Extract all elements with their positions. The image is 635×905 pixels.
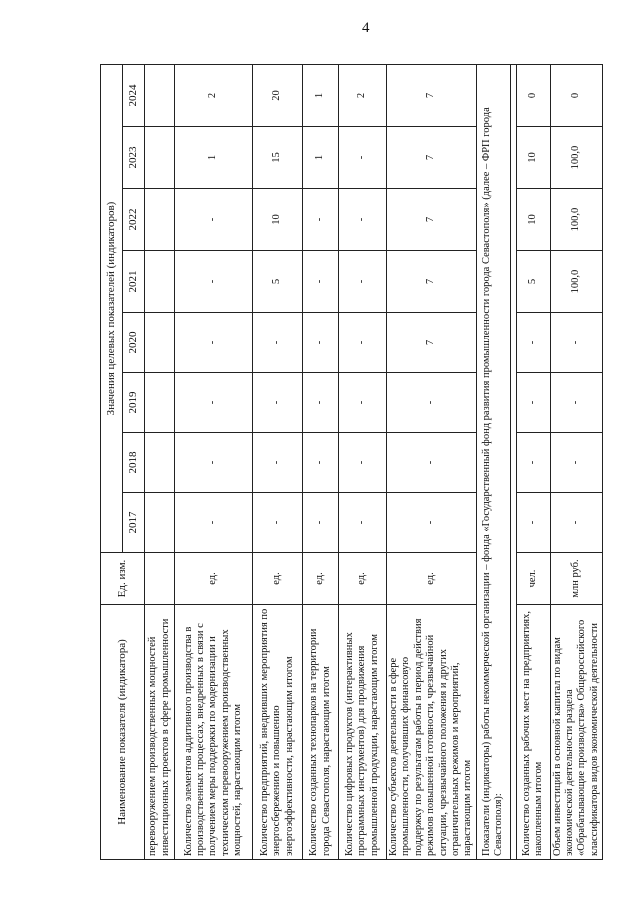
row-value: - xyxy=(516,313,550,373)
row-value: - xyxy=(516,433,550,493)
row-value: - xyxy=(303,373,339,433)
row-value xyxy=(145,251,175,313)
table-row xyxy=(550,65,603,860)
row-value: 7 xyxy=(387,189,477,251)
header-year: 2019 xyxy=(123,373,145,433)
row-value: - xyxy=(175,313,253,373)
row-name: Количество элементов аддитивного производства в производственных процессах, внедренных в связи с получением меры поддержки по модернизации и техническим перевооружением производственных мощностей, нарастающим итогом xyxy=(175,605,253,860)
row-value: - xyxy=(303,433,339,493)
row-value: - xyxy=(516,493,550,553)
row-value: - xyxy=(339,251,387,313)
row-value: - xyxy=(387,433,477,493)
header-year: 2018 xyxy=(123,433,145,493)
table-row xyxy=(303,65,339,860)
row-name: Количество созданных рабочих мест на предприятиях, накопленным итогом xyxy=(516,605,550,860)
table-row xyxy=(387,65,477,860)
row-name: Количество цифровых продуктов (интерактивных программных инструментов) для продвижения промышленной продукции, нарастающим итогом xyxy=(339,605,387,860)
row-unit: ед. xyxy=(175,553,253,605)
row-value: - xyxy=(175,189,253,251)
header-year: 2021 xyxy=(123,251,145,313)
row-value: 7 xyxy=(387,313,477,373)
header-year: 2022 xyxy=(123,189,145,251)
rotated-page-content xyxy=(100,65,600,860)
row-unit: ед. xyxy=(339,553,387,605)
row-value: 10 xyxy=(516,127,550,189)
header-year: 2020 xyxy=(123,313,145,373)
row-value: 2 xyxy=(339,65,387,127)
row-unit: ед. xyxy=(303,553,339,605)
row-value: - xyxy=(303,189,339,251)
row-value: - xyxy=(303,251,339,313)
row-value: 0 xyxy=(516,65,550,127)
header-values-group: Значения целевых показателей (индикаторов) xyxy=(101,65,123,553)
row-name: Количество созданных технопарков на территории города Севастополя, нарастающим итогом xyxy=(303,605,339,860)
row-value xyxy=(145,313,175,373)
row-value: - xyxy=(253,313,303,373)
row-value: - xyxy=(175,433,253,493)
row-value: - xyxy=(303,493,339,553)
row-value xyxy=(145,189,175,251)
table-row xyxy=(253,65,303,860)
header-name: Наименование показателя (индикатора) xyxy=(101,605,145,860)
row-unit xyxy=(145,553,175,605)
row-value: 1 xyxy=(175,127,253,189)
row-value: 5 xyxy=(253,251,303,313)
row-value: - xyxy=(253,493,303,553)
row-value: - xyxy=(339,189,387,251)
row-value: - xyxy=(175,251,253,313)
row-value: - xyxy=(339,433,387,493)
row-value: 100,0 xyxy=(550,189,603,251)
indicators-table xyxy=(100,64,603,860)
page-number: 4 xyxy=(362,20,370,36)
row-value: - xyxy=(339,313,387,373)
row-value: 2 xyxy=(175,65,253,127)
row-value: 7 xyxy=(387,127,477,189)
row-name: Объем инвестиций в основной капитал по видам экономической деятельности раздела «Обрабатывающие производства» Общероссийского классификатора видов экономической деятельности xyxy=(550,605,603,860)
row-value: 1 xyxy=(303,127,339,189)
row-value: - xyxy=(175,493,253,553)
section-row xyxy=(476,65,510,860)
row-name: Количество предприятий, внедривших мероприятия по энергосбережению и повышению энергоэффективности, нарастающим итогом xyxy=(253,605,303,860)
row-value: - xyxy=(175,373,253,433)
row-value: 10 xyxy=(253,189,303,251)
row-value: 7 xyxy=(387,65,477,127)
row-value: - xyxy=(339,493,387,553)
row-value: - xyxy=(339,127,387,189)
table-row xyxy=(516,65,550,860)
row-value: - xyxy=(253,373,303,433)
row-value: 100,0 xyxy=(550,127,603,189)
row-value: 5 xyxy=(516,251,550,313)
row-value xyxy=(145,433,175,493)
row-value: 20 xyxy=(253,65,303,127)
row-value: - xyxy=(387,493,477,553)
row-value: - xyxy=(387,373,477,433)
row-value xyxy=(145,373,175,433)
row-value: - xyxy=(550,493,603,553)
row-unit: ед. xyxy=(387,553,477,605)
row-value: 10 xyxy=(516,189,550,251)
row-value: 0 xyxy=(550,65,603,127)
row-value: - xyxy=(550,433,603,493)
row-name: Количество субъектов деятельности в сфере промышленности, получивших финансовую поддержку по результатам работы в период действия режимов повышенной готовности, чрезвычайной ситуации, чрезвычайного положения и других ограничительных режимов и мероприятий, нарастающим итогом xyxy=(387,605,477,860)
section-title: Показатели (индикаторы) работы некоммерческой организации – фонда «Государственный фонд развития промышленности города Севастополя» (далее – ФРП города Севастополя): xyxy=(476,65,510,860)
row-value xyxy=(145,493,175,553)
header-unit: Ед. изм. xyxy=(101,553,145,605)
row-value: - xyxy=(339,373,387,433)
table-row xyxy=(145,65,175,860)
row-value: - xyxy=(550,373,603,433)
header-year: 2024 xyxy=(123,65,145,127)
row-name: перевооружением производственных мощностей инвестиционных проектов в сфере промышленности xyxy=(145,605,175,860)
row-unit: чел. xyxy=(516,553,550,605)
row-value: - xyxy=(550,313,603,373)
row-value: 1 xyxy=(303,65,339,127)
row-value: - xyxy=(303,313,339,373)
row-value: 7 xyxy=(387,251,477,313)
row-unit: млн руб. xyxy=(550,553,603,605)
row-value xyxy=(145,127,175,189)
table-row xyxy=(175,65,253,860)
row-value xyxy=(145,65,175,127)
header-year: 2023 xyxy=(123,127,145,189)
table-row xyxy=(339,65,387,860)
header-year: 2017 xyxy=(123,493,145,553)
row-value: - xyxy=(253,433,303,493)
row-unit: ед. xyxy=(253,553,303,605)
row-value: 100,0 xyxy=(550,251,603,313)
row-value: 15 xyxy=(253,127,303,189)
row-value: - xyxy=(516,373,550,433)
